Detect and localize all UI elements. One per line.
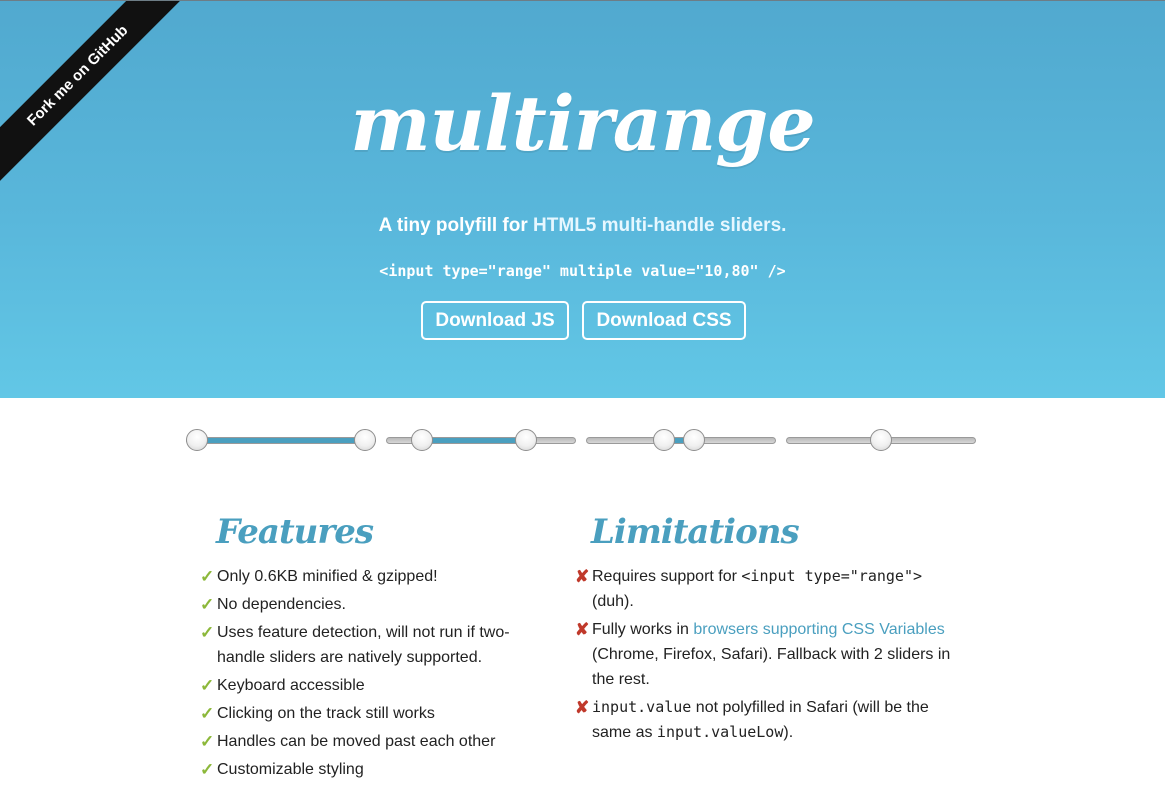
slider-track[interactable] bbox=[186, 437, 376, 444]
list-item bbox=[200, 564, 530, 589]
item-text: Customizable styling bbox=[217, 761, 364, 778]
item-text: Fully works in bbox=[592, 621, 694, 638]
slider-handle-high[interactable] bbox=[515, 429, 537, 451]
list-item bbox=[200, 701, 530, 726]
check-icon: ✓ bbox=[200, 567, 215, 586]
check-icon: ✓ bbox=[200, 676, 215, 695]
check-icon: ✓ bbox=[200, 704, 215, 723]
item-text: (Chrome, Firefox, Safari). Fallback with 2 sliders in the rest. bbox=[592, 646, 951, 688]
fork-on-github-ribbon[interactable]: Fork me on GitHub bbox=[0, 1, 180, 180]
check-icon: ✓ bbox=[200, 732, 215, 751]
list-item bbox=[575, 617, 960, 692]
tagline-text: A tiny polyfill for bbox=[378, 215, 534, 236]
features-list bbox=[200, 564, 530, 782]
list-item bbox=[575, 564, 960, 614]
check-icon: ✓ bbox=[200, 595, 215, 614]
limitations-section bbox=[575, 512, 960, 748]
item-text: Uses feature detection, will not run if two-handle sliders are natively supported. bbox=[217, 624, 510, 666]
features-heading: Features bbox=[216, 512, 374, 552]
check-icon: ✓ bbox=[200, 760, 215, 779]
item-text: Keyboard accessible bbox=[217, 677, 365, 694]
slider-range-fill bbox=[198, 438, 366, 443]
slider-handle-low[interactable] bbox=[186, 429, 208, 451]
site-logo: multirange bbox=[350, 79, 815, 168]
slider-track[interactable] bbox=[586, 437, 776, 444]
check-icon: ✓ bbox=[200, 623, 215, 642]
slider-handle-low[interactable] bbox=[653, 429, 675, 451]
item-text: Requires support for bbox=[592, 568, 742, 585]
demo-sliders bbox=[186, 425, 986, 457]
item-text: not polyfilled in Safari (will be the same as bbox=[592, 699, 929, 741]
cross-icon: ✘ bbox=[575, 698, 590, 717]
item-code: input.valueLow bbox=[656, 723, 784, 741]
tagline bbox=[0, 215, 1165, 237]
slider-range-fill bbox=[423, 438, 527, 443]
item-code: input.value bbox=[592, 698, 692, 716]
cross-icon: ✘ bbox=[575, 567, 590, 586]
slider-handle-high[interactable] bbox=[683, 429, 705, 451]
list-item bbox=[200, 592, 530, 617]
item-text: No dependencies. bbox=[217, 596, 346, 613]
list-item bbox=[200, 673, 530, 698]
limitations-heading: Limitations bbox=[591, 512, 799, 552]
tagline-link[interactable]: HTML5 multi-handle sliders. bbox=[533, 215, 787, 236]
hero-banner bbox=[0, 0, 1165, 398]
list-item bbox=[575, 695, 960, 745]
slider-handle-high[interactable] bbox=[354, 429, 376, 451]
item-text: ). bbox=[783, 724, 794, 741]
cross-icon: ✘ bbox=[575, 620, 590, 639]
item-text: (duh). bbox=[592, 593, 634, 610]
features-section bbox=[200, 512, 530, 785]
item-text: Clicking on the track still works bbox=[217, 705, 435, 722]
item-text: Only 0.6KB minified & gzipped! bbox=[217, 568, 438, 585]
slider-handle-low[interactable] bbox=[870, 429, 892, 451]
download-js-button[interactable]: Download JS bbox=[421, 301, 569, 340]
slider-handle-low[interactable] bbox=[411, 429, 433, 451]
list-item bbox=[200, 757, 530, 782]
item-code: <input type="range"> bbox=[741, 567, 923, 585]
usage-code: <input type="range" multiple value="10,80" /> bbox=[379, 262, 786, 280]
css-variables-link[interactable]: browsers supporting CSS Variables bbox=[693, 621, 945, 638]
list-item bbox=[200, 620, 530, 670]
list-item bbox=[200, 729, 530, 754]
download-css-button[interactable]: Download CSS bbox=[582, 301, 746, 340]
limitations-list bbox=[575, 564, 960, 745]
item-text: Handles can be moved past each other bbox=[217, 733, 496, 750]
